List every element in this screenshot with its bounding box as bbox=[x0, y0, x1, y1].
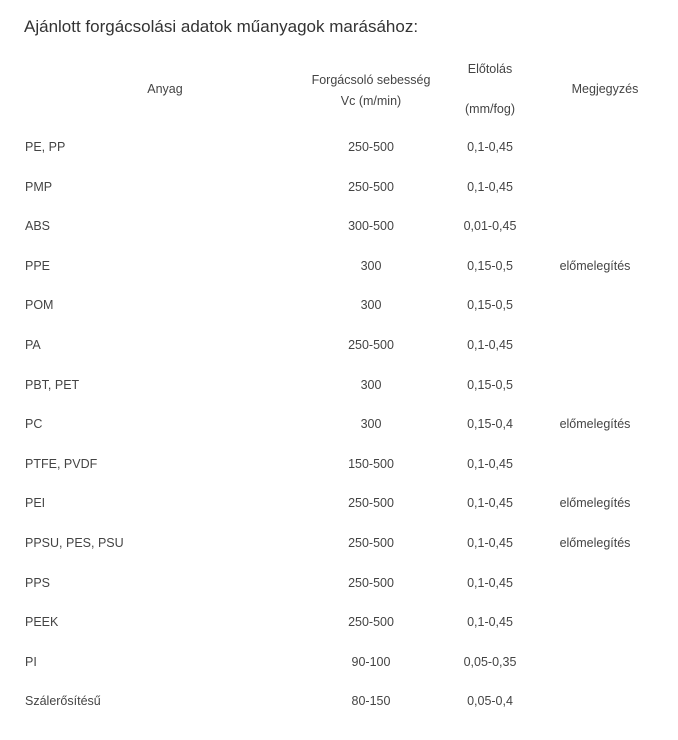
cell-cutting-speed: 300 bbox=[360, 377, 382, 392]
cell-cutting-speed: 80-150 bbox=[351, 694, 391, 709]
cell-cutting-speed: 300 bbox=[360, 258, 382, 273]
table-row bbox=[0, 168, 678, 208]
cell-note: előmelegítés bbox=[559, 258, 631, 273]
cell-cutting-speed: 250-500 bbox=[348, 179, 394, 194]
header-note: Megjegyzés bbox=[571, 82, 639, 96]
cell-feed: 0,15-0,5 bbox=[467, 258, 513, 273]
cell-note: előmelegítés bbox=[559, 417, 631, 432]
table-row bbox=[0, 603, 678, 643]
cell-feed: 0,1-0,45 bbox=[467, 140, 513, 154]
header-cutting-speed-line2: Vc (m/min) bbox=[340, 94, 402, 108]
table-row bbox=[0, 564, 678, 604]
table-row bbox=[0, 682, 678, 722]
cell-material: PA bbox=[25, 337, 41, 352]
cell-cutting-speed: 250-500 bbox=[348, 575, 394, 590]
cell-material: Szálerősítésű bbox=[25, 694, 101, 709]
header-cutting-speed bbox=[296, 70, 446, 112]
cell-cutting-speed: 300 bbox=[360, 417, 382, 432]
cell-material: PPS bbox=[25, 575, 51, 590]
cell-cutting-speed: 250-500 bbox=[348, 535, 394, 550]
cell-material: PC bbox=[25, 417, 43, 432]
cell-feed: 0,1-0,45 bbox=[467, 575, 513, 590]
cell-feed: 0,15-0,5 bbox=[467, 377, 513, 392]
cell-cutting-speed: 250-500 bbox=[348, 496, 394, 511]
cell-feed: 0,05-0,35 bbox=[463, 654, 517, 669]
cell-material: PMP bbox=[25, 179, 53, 194]
cell-material: POM bbox=[25, 298, 54, 313]
header-cutting-speed-line1: Forgácsoló sebesség bbox=[311, 73, 431, 87]
table-row bbox=[0, 445, 678, 485]
cell-material: PPE bbox=[25, 258, 51, 273]
cell-cutting-speed: 250-500 bbox=[348, 615, 394, 630]
cell-feed: 0,1-0,45 bbox=[467, 337, 513, 352]
header-feed-line1: Előtolás bbox=[467, 62, 513, 76]
table-row bbox=[0, 247, 678, 287]
cell-feed: 0,1-0,45 bbox=[467, 179, 513, 194]
cell-feed: 0,01-0,45 bbox=[463, 219, 517, 234]
cell-cutting-speed: 300-500 bbox=[348, 219, 394, 234]
table-row bbox=[0, 128, 678, 168]
cell-cutting-speed: 300 bbox=[360, 298, 382, 313]
cell-cutting-speed: 250-500 bbox=[348, 140, 394, 154]
table-row bbox=[0, 484, 678, 524]
table-row bbox=[0, 524, 678, 564]
table-row bbox=[0, 286, 678, 326]
cell-material: PE, PP bbox=[25, 140, 66, 154]
cell-note: előmelegítés bbox=[559, 496, 631, 511]
table-row bbox=[0, 207, 678, 247]
table-row bbox=[0, 405, 678, 445]
cell-feed: 0,15-0,5 bbox=[467, 298, 513, 313]
cell-cutting-speed: 150-500 bbox=[348, 456, 394, 471]
cell-feed: 0,1-0,45 bbox=[467, 615, 513, 630]
cell-material: PTFE, PVDF bbox=[25, 456, 98, 471]
cell-feed: 0,1-0,45 bbox=[467, 456, 513, 471]
cell-cutting-speed: 90-100 bbox=[351, 654, 391, 669]
cell-material: ABS bbox=[25, 219, 51, 234]
cell-material: PPSU, PES, PSU bbox=[25, 535, 124, 550]
cell-feed: 0,1-0,45 bbox=[467, 535, 513, 550]
header-feed-line2: (mm/fog) bbox=[465, 102, 515, 116]
cell-material: PI bbox=[25, 654, 37, 669]
cell-material: PEI bbox=[25, 496, 46, 511]
cell-feed: 0,05-0,4 bbox=[467, 694, 513, 709]
cell-feed: 0,15-0,4 bbox=[467, 417, 513, 432]
page-title: Ajánlott forgácsolási adatok műanyagok marásához: bbox=[24, 17, 419, 36]
table-body bbox=[0, 128, 678, 722]
header-material: Anyag bbox=[147, 82, 183, 96]
table-row bbox=[0, 366, 678, 406]
cell-material: PEEK bbox=[25, 615, 59, 630]
cell-note: előmelegítés bbox=[559, 535, 631, 550]
table-row bbox=[0, 643, 678, 683]
cell-feed: 0,1-0,45 bbox=[467, 496, 513, 511]
table-row bbox=[0, 326, 678, 366]
cell-material: PBT, PET bbox=[25, 377, 80, 392]
cell-cutting-speed: 250-500 bbox=[348, 337, 394, 352]
